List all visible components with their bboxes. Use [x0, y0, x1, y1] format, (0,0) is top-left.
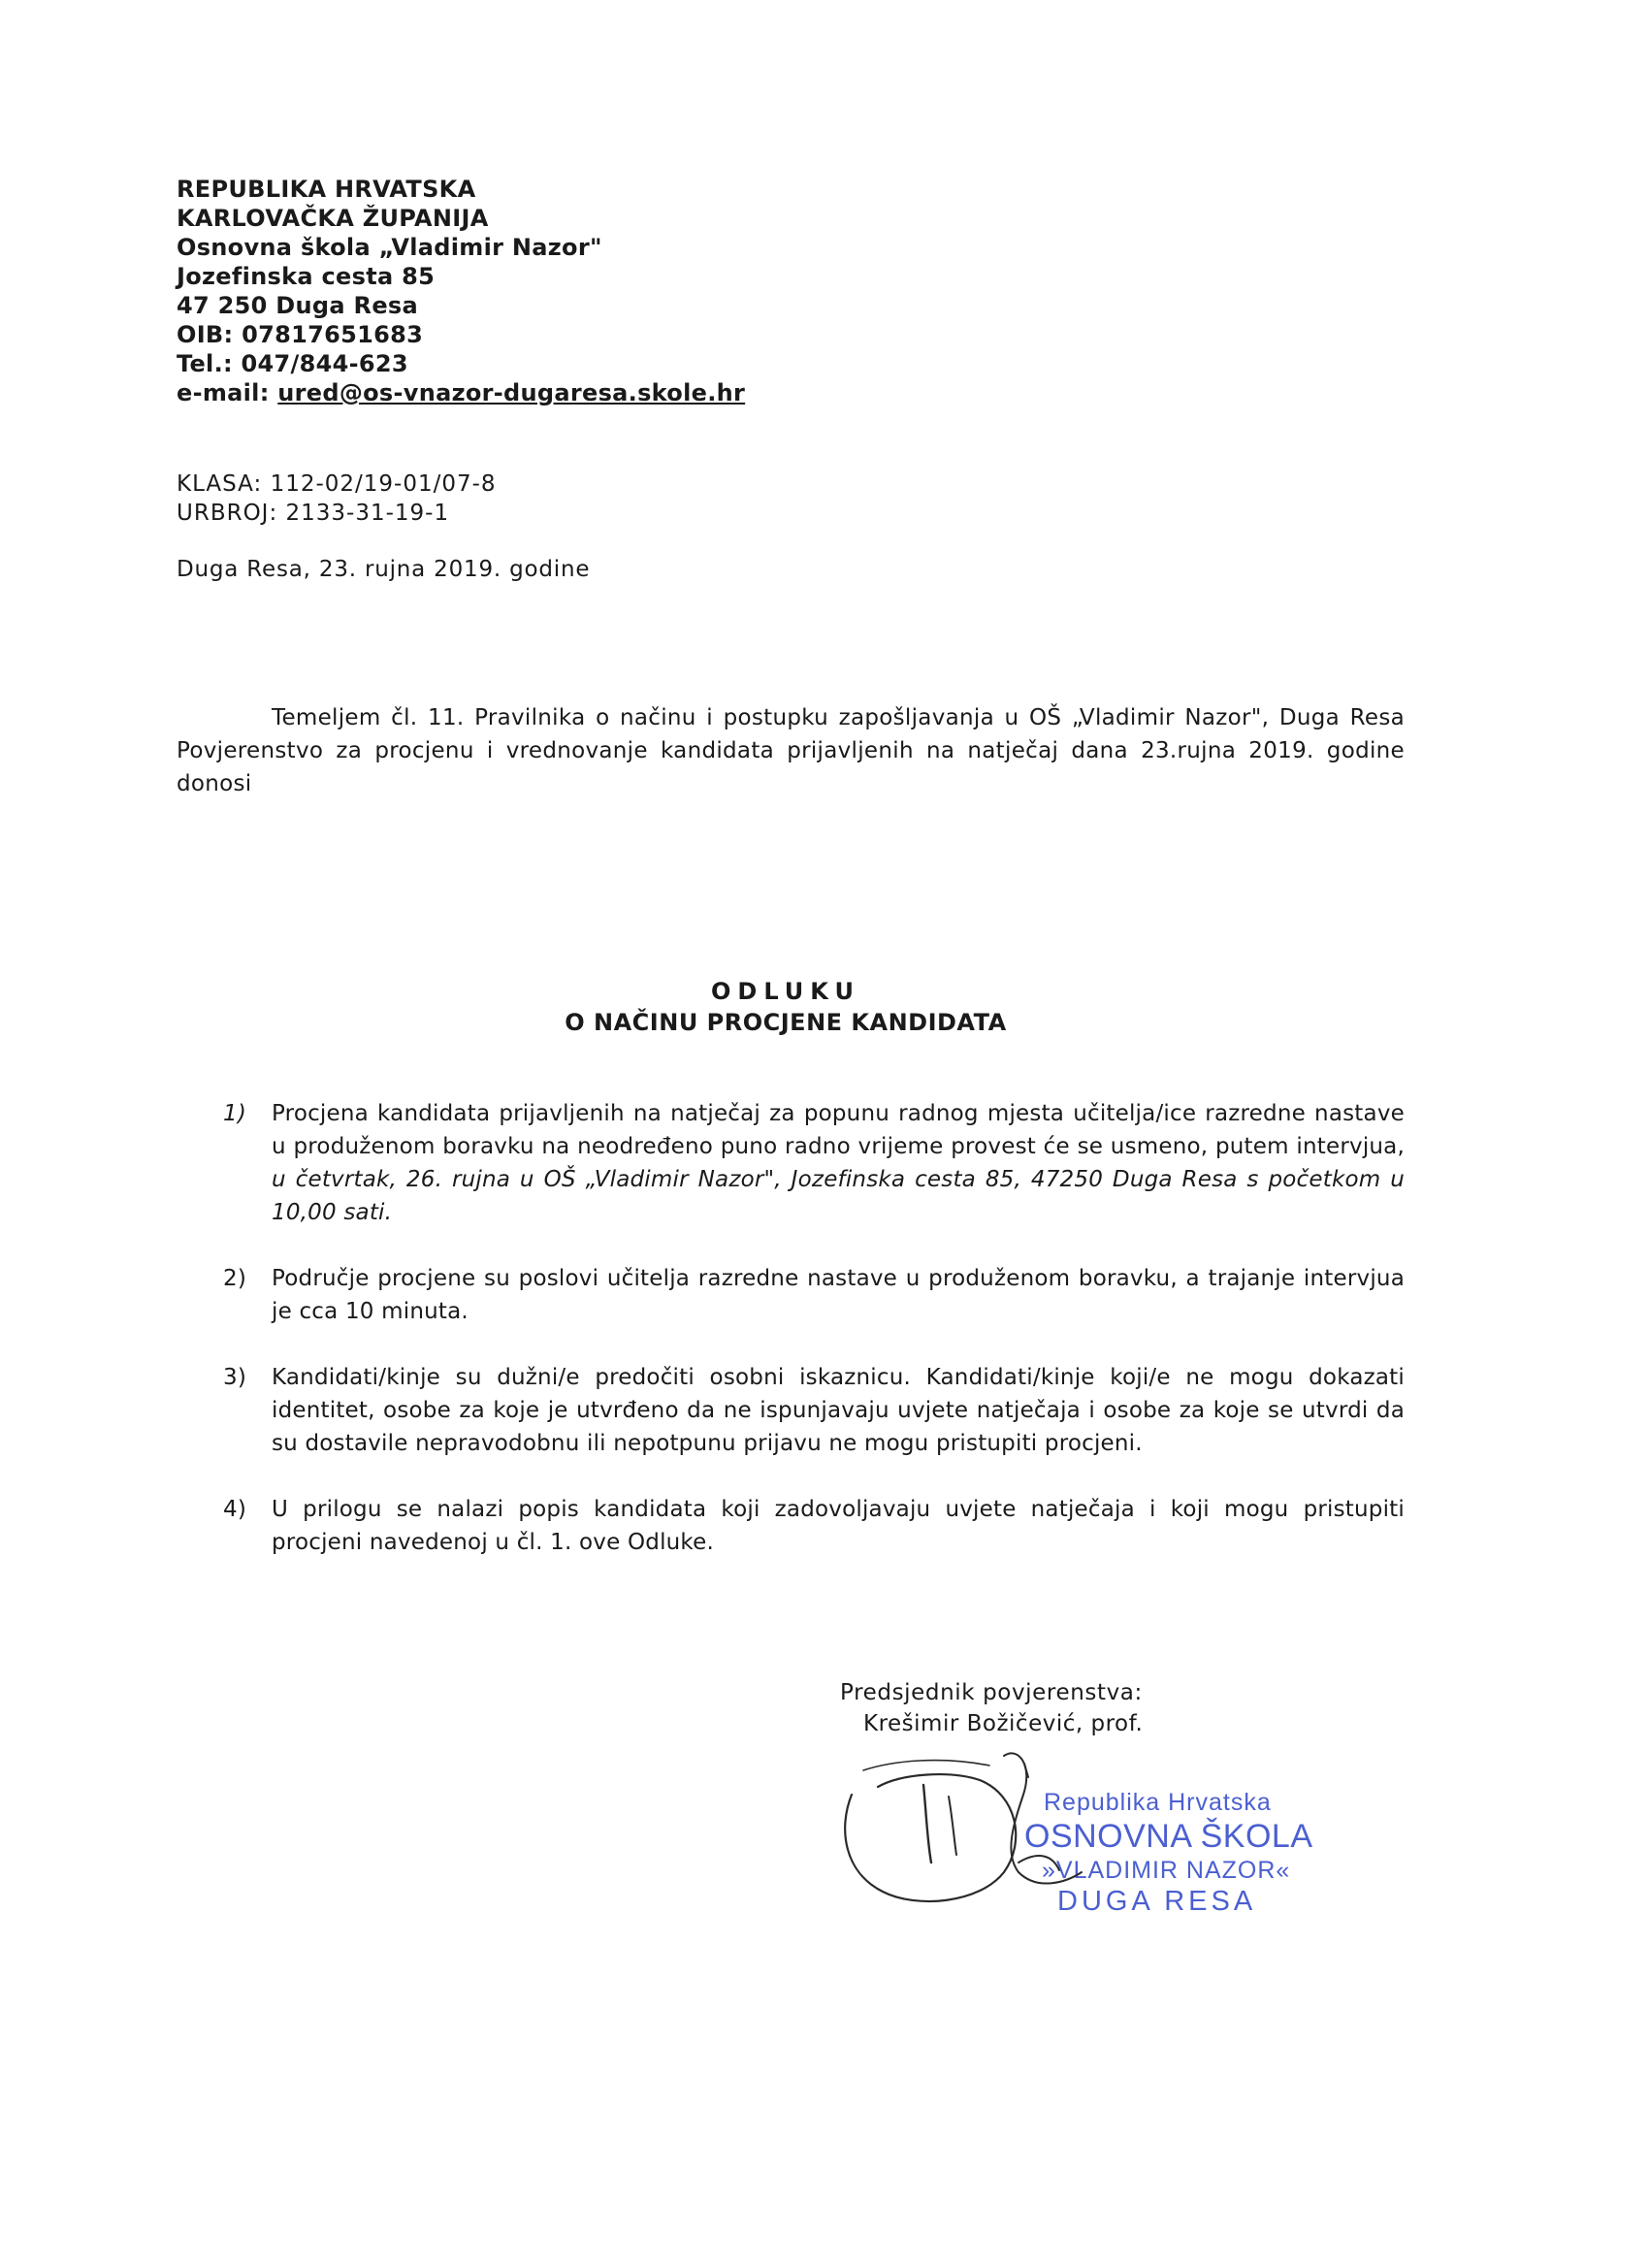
stamp-line-2: OSNOVNA ŠKOLA	[1024, 1818, 1313, 1855]
klasa-number: KLASA: 112-02/19-01/07-8	[177, 471, 497, 497]
handwritten-signature	[834, 1727, 1086, 1921]
letterhead	[177, 175, 745, 407]
signatory-name: Krešimir Božičević, prof.	[863, 1711, 1144, 1736]
item-text: Procjena kandidata prijavljenih na natječaj za popunu radnog mjesta učitelja/ice razredne nastave u produženom boravku na neodređeno puno radno vrijeme provest će se usmeno, putem intervjua,	[272, 1101, 1405, 1159]
letterhead-phone: Tel.: 047/844-623	[177, 350, 408, 377]
item-number: 2)	[223, 1266, 247, 1291]
item-text: U prilogu se nalazi popis kandidata koji zadovoljavaju uvjete natječaja i koji mogu pristupiti procjeni navedenoj u čl. 1. ove Odluke.	[272, 1497, 1405, 1555]
item-text: Kandidati/kinje su dužni/e predočiti osobni iskaznicu. Kandidati/kinje koji/e ne mogu dokazati identitet, osobe za koje je utvrđeno da ne ispunjavaju uvjete natječaja i osobe za koje se utvrdi da su dostavile nepravodobnu ili nepotpunu prijavu ne mogu pristupiti procjeni.	[272, 1365, 1405, 1456]
letterhead-county: KARLOVAČKA ŽUPANIJA	[177, 205, 489, 232]
item-number: 1)	[223, 1101, 247, 1126]
email-link[interactable]: ured@os-vnazor-dugaresa.skole.hr	[277, 379, 746, 406]
letterhead-street: Jozefinska cesta 85	[177, 263, 436, 290]
document-title: ODLUKU	[711, 978, 860, 1005]
email-label: e-mail:	[177, 379, 278, 406]
list-item	[223, 1097, 1405, 1229]
list-item	[223, 1493, 1405, 1559]
list-item	[223, 1361, 1405, 1460]
urbroj-number: URBROJ: 2133-31-19-1	[177, 501, 450, 526]
letterhead-city: 47 250 Duga Resa	[177, 292, 418, 319]
letterhead-school-name: Osnovna škola „Vladimir Nazor"	[177, 234, 602, 261]
list-item	[223, 1262, 1405, 1328]
item-number: 4)	[223, 1497, 247, 1522]
item-text: Područje procjene su poslovi učitelja razredne nastave u produženom boravku, a trajanje intervjua je cca 10 minuta.	[272, 1266, 1405, 1324]
reference-block	[177, 470, 497, 528]
letterhead-oib: OIB: 07817651683	[177, 321, 424, 348]
letterhead-email	[177, 378, 745, 407]
stamp-line-1: Republika Hrvatska	[1044, 1789, 1272, 1816]
item-number: 3)	[223, 1365, 247, 1390]
document-date: Duga Resa, 23. rujna 2019. godine	[177, 557, 591, 582]
stamp-line-3: »VLADIMIR NAZOR«	[1042, 1857, 1291, 1884]
decision-items	[223, 1097, 1405, 1559]
document-subtitle: O NAČINU PROCJENE KANDIDATA	[565, 1009, 1007, 1036]
stamp-line-4: DUGA RESA	[1057, 1886, 1257, 1917]
intro-paragraph: Temeljem čl. 11. Pravilnika o načinu i postupku zapošljavanja u OŠ „Vladimir Nazor", Duga Resa Povjerenstvo za procjenu i vrednovanje kandidata prijavljenih na natječaj dana 23.rujna 2019. godine donosi	[177, 705, 1405, 796]
letterhead-country: REPUBLIKA HRVATSKA	[177, 176, 476, 203]
signature-label: Predsjednik povjerenstva:	[840, 1680, 1143, 1705]
item-text-italic: u četvrtak, 26. rujna u OŠ „Vladimir Nazor", Jozefinska cesta 85, 47250 Duga Resa s početkom u 10,00 sati.	[272, 1167, 1405, 1225]
